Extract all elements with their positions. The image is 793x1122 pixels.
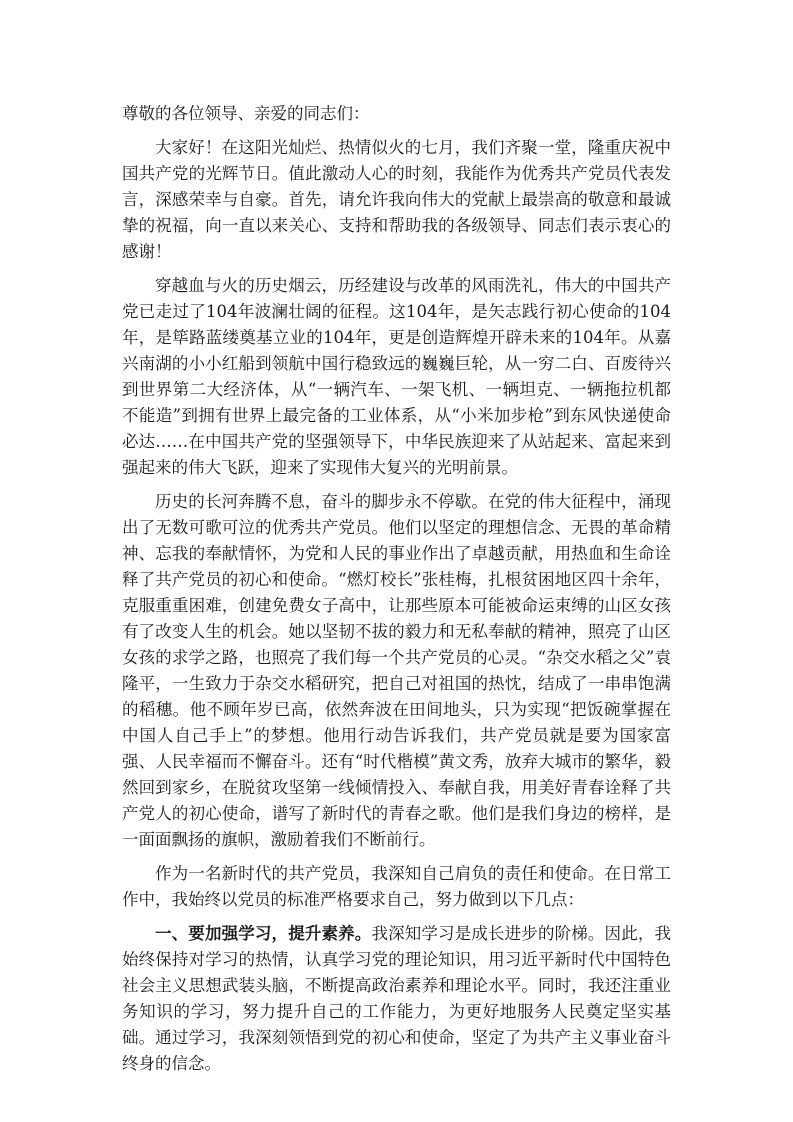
paragraph-greeting: 大家好！在这阳光灿烂、热情似火的七月，我们齐聚一堂，隆重庆祝中国共产党的光辉节日。值此激动人心的时刻，我能作为优秀共产党员代表发言，深感荣幸与自豪。首先，请允许我向伟大的党献上最崇高的敬意和最诚挚的祝福，向一直以来关心、支持和帮助我的各级领导、同志们表示衷心的感谢！ [122,138,671,261]
paragraph-role-models: 历史的长河奔腾不息，奋斗的脚步永不停歇。在党的伟大征程中，涌现出了无数可歌可泣的优秀共产党员。他们以坚定的理想信念、无畏的革命精神、忘我的奉献情怀，为党和人民的事业作出了卓越贡献，用热血和生命诠释了共产党员的初心和使命。“燃灯校长”张桂梅，扎根贫困地区四十余年，克服重重困难，创建免费女子高中，让那些原本可能被命运束缚的山区女孩有了改变人生的机会。她以坚韧不拔的毅力和无私奉献的精神，照亮了山区女孩的求学之路，也照亮了我们每一个共产党员的心灵。“杂交水稻之父”袁隆平，一生致力于杂交水稻研究，把自己对祖国的热忱，结成了一串串饱满的稻穗。他不顾年岁已高，依然奔波在田间地头，只为实现“把饭碗掌握在中国人自己手上”的梦想。他用行动告诉我们，共产党员就是要为国家富强、人民幸福而不懈奋斗。还有“时代楷模”黄文秀，放弃大城市的繁华，毅然回到家乡，在脱贫攻坚第一线倾情投入、奉献自我，用美好青春诠释了共产党人的初心使命，谱写了新时代的青春之歌。他们是我们身边的榜样，是一面面飘扬的旗帜，激励着我们不断前行。 [122,492,671,849]
paragraph-point-1 [122,921,671,1077]
speech-body [122,101,671,1085]
paragraph-history: 穿越血与火的历史烟云，历经建设与改革的风雨洗礼，伟大的中国共产党已走过了104年波澜壮阔的征程。这104年，是矢志践行初心使命的104年，是筚路蓝缕奠基立业的104年，更是创造辉煌开辟未来的104年。从嘉兴南湖的小小红船到领航中国行稳致远的巍巍巨轮，从一穷二白、百废待兴到世界第二大经济体，从“一辆汽车、一架飞机、一辆坦克、一辆拖拉机都不能造”到拥有世界上最完备的工业体系，从“小米加步枪”到东风快递使命必达……在中国共产党的坚强领导下，中华民族迎来了从站起来、富起来到强起来的伟大飞跃，迎来了实现伟大复兴的光明前景。 [122,276,671,477]
paragraph-responsibility: 作为一名新时代的共产党员，我深知自己肩负的责任和使命。在日常工作中，我始终以党员的标准严格要求自己，努力做到以下几点： [122,864,671,909]
salutation: 尊敬的各位领导、亲爱的同志们： [122,104,370,123]
point-1-body: 我深知学习是成长进步的阶梯。因此，我始终保持对学习的热情，认真学习党的理论知识，用习近平新时代中国特色社会主义思想武装头脑，不断提高政治素养和理论水平。同时，我还注重业务知识的学习，努力提升自己的工作能力，为更好地服务人民奠定坚实基础。通过学习，我深刻领悟到党的初心和使命，坚定了为共产主义事业奋斗终身的信念。 [122,924,672,1073]
point-1-heading: 一、要加强学习，提升素养。 [155,924,372,943]
